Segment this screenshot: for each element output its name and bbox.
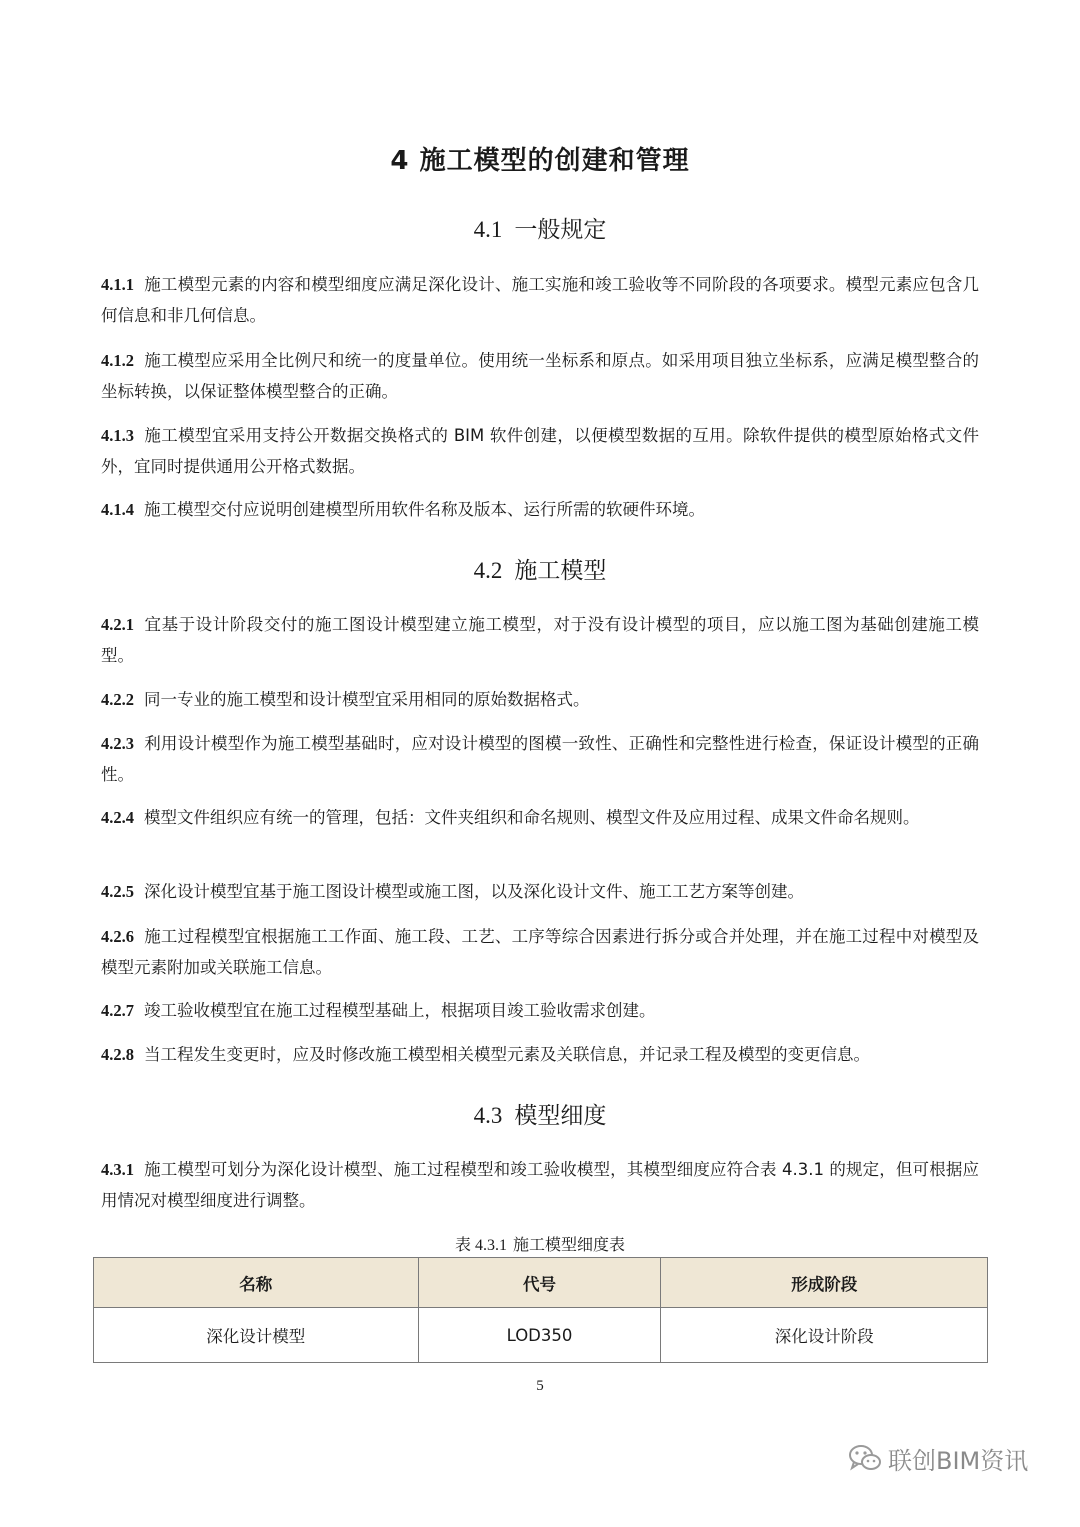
clause-text: 竣工验收模型宜在施工过程模型基础上，根据项目竣工验收需求创建。	[144, 1001, 656, 1020]
table-caption-number: 表 4.3.1	[454, 1237, 507, 1254]
clause-number: 4.1.2	[101, 351, 134, 370]
section-heading: 施工模型	[514, 558, 607, 584]
section-number: 4.2	[473, 558, 503, 583]
table-caption	[0, 1232, 1080, 1255]
section-number: 4.1	[473, 217, 503, 242]
clause-4-3-1	[101, 1154, 979, 1216]
clause-4-2-2	[101, 684, 979, 715]
clause-text: 施工模型交付应说明创建模型所用软件名称及版本、运行所需的软硬件环境。	[144, 500, 705, 519]
wechat-icon	[848, 1443, 882, 1473]
clause-text: 深化设计模型宜基于施工图设计模型或施工图，以及深化设计文件、施工工艺方案等创建。	[144, 882, 804, 901]
clause-text: 当工程发生变更时，应及时修改施工模型相关模型元素及关联信息，并记录工程及模型的变更信息。	[144, 1045, 870, 1064]
table-header-name: 名称	[94, 1258, 419, 1308]
clause-number: 4.2.4	[101, 808, 134, 827]
clause-number: 4.2.2	[101, 690, 134, 709]
section-number: 4.3	[473, 1103, 503, 1128]
clause-4-1-2	[101, 345, 979, 407]
table-cell-code: LOD350	[418, 1308, 661, 1363]
clause-text: 施工过程模型宜根据施工工作面、施工段、工艺、工序等综合因素进行拆分或合并处理，并在施工过程中对模型及模型元素附加或关联施工信息。	[101, 927, 979, 977]
section-title-4-1	[0, 211, 1080, 244]
clause-number: 4.2.7	[101, 1001, 134, 1020]
section-heading: 一般规定	[514, 217, 607, 243]
watermark	[848, 1436, 1028, 1480]
clause-number: 4.2.3	[101, 734, 134, 753]
clause-4-1-1	[101, 269, 979, 331]
clause-text: 宜基于设计阶段交付的施工图设计模型建立施工模型，对于没有设计模型的项目，应以施工图为基础创建施工模型。	[101, 615, 979, 665]
table-cell-name: 深化设计模型	[94, 1308, 419, 1363]
section-heading: 模型细度	[514, 1103, 607, 1129]
clause-4-2-6	[101, 921, 979, 983]
section-title-4-3	[0, 1097, 1080, 1130]
clause-text: 施工模型元素的内容和模型细度应满足深化设计、施工实施和竣工验收等不同阶段的各项要求。模型元素应包含几何信息和非几何信息。	[101, 275, 979, 325]
clause-number: 4.2.5	[101, 882, 134, 901]
clause-4-2-4	[101, 802, 979, 833]
table-cell-stage: 深化设计阶段	[661, 1308, 988, 1363]
clause-number: 4.1.1	[101, 275, 134, 294]
clause-4-2-5	[101, 876, 979, 907]
clause-4-1-3	[101, 420, 979, 482]
clause-text: 施工模型可划分为深化设计模型、施工过程模型和竣工验收模型，其模型细度应符合表 4.3.1 的规定，但可根据应用情况对模型细度进行调整。	[101, 1160, 979, 1210]
watermark-text: 联创BIM资讯	[888, 1446, 1029, 1475]
section-title-4-2	[0, 552, 1080, 585]
clause-4-2-8	[101, 1039, 979, 1070]
clause-4-2-1	[101, 609, 979, 671]
clause-number: 4.3.1	[101, 1160, 134, 1179]
clause-4-1-4	[101, 494, 979, 525]
clause-text: 模型文件组织应有统一的管理，包括：文件夹组织和命名规则、模型文件及应用过程、成果文件命名规则。	[144, 808, 920, 827]
clause-text: 同一专业的施工模型和设计模型宜采用相同的原始数据格式。	[144, 690, 590, 709]
clause-4-2-7	[101, 995, 979, 1026]
page-number: 5	[536, 1378, 544, 1394]
clause-number: 4.2.8	[101, 1045, 134, 1064]
table-header-stage: 形成阶段	[661, 1258, 988, 1308]
clause-text: 施工模型宜采用支持公开数据交换格式的 BIM 软件创建，以便模型数据的互用。除软件提供的模型原始格式文件外，宜同时提供通用公开格式数据。	[101, 426, 979, 476]
table-caption-title: 施工模型细度表	[513, 1235, 626, 1254]
clause-4-2-3	[101, 728, 979, 790]
table-header-row	[94, 1258, 988, 1308]
table-row	[94, 1308, 988, 1363]
clause-text: 施工模型应采用全比例尺和统一的度量单位。使用统一坐标系和原点。如采用项目独立坐标系，应满足模型整合的坐标转换，以保证整体模型整合的正确。	[101, 351, 979, 401]
clause-number: 4.1.3	[101, 426, 134, 445]
clause-number: 4.2.6	[101, 927, 134, 946]
clause-number: 4.1.4	[101, 500, 134, 519]
clause-text: 利用设计模型作为施工模型基础时，应对设计模型的图模一致性、正确性和完整性进行检查，保证设计模型的正确性。	[101, 734, 979, 784]
clause-number: 4.2.1	[101, 615, 134, 634]
table-header-code: 代号	[418, 1258, 661, 1308]
chapter-title: 4 施工模型的创建和管理	[390, 146, 690, 176]
model-detail-table	[93, 1257, 988, 1363]
